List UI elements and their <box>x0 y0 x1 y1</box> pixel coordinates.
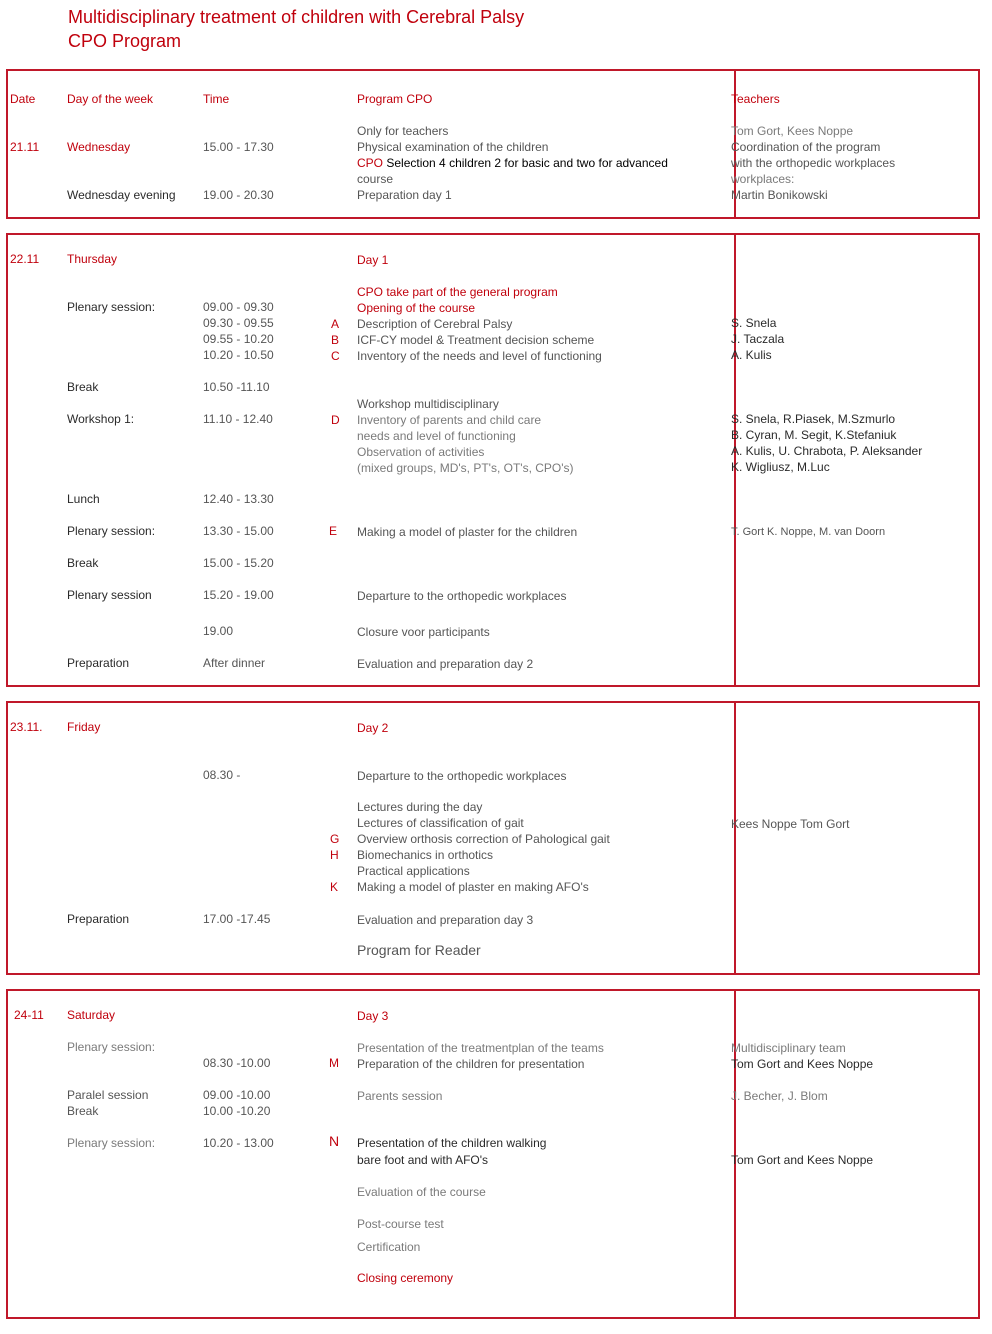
teacher-line: T. Gort K. Noppe, M. van Doorn <box>731 526 886 538</box>
program-line: Practical applications <box>357 864 470 878</box>
row-time: 15.00 - 15.20 <box>203 556 274 570</box>
row-time: 10.50 -11.10 <box>203 380 270 394</box>
row-day: Thursday <box>67 252 118 266</box>
row-day: Plenary session: <box>67 1136 156 1150</box>
program-day-title: Day 1 <box>357 253 389 267</box>
program-line: Lectures during the day <box>357 800 483 814</box>
row-time: 19.00 <box>203 624 234 638</box>
teacher-line: A. Kulis <box>731 348 772 362</box>
row-time: 13.30 - 15.00 <box>203 524 274 538</box>
row-day: Plenary session: <box>67 1040 156 1054</box>
teacher-line: Coordination of the program <box>731 140 881 154</box>
header-day: Day of the week <box>67 92 154 106</box>
program-line: Parents session <box>357 1089 443 1103</box>
program-line: Post-course test <box>357 1217 444 1231</box>
program-line: ICF-CY model & Treatment decision scheme <box>357 333 595 347</box>
row-day: Plenary session: <box>67 524 156 538</box>
program-text: Selection 4 children 2 for basic and two for advanced <box>386 156 668 170</box>
row-time: 09.30 - 09.55 <box>203 316 274 330</box>
program-line: Physical examination of the children <box>357 140 549 154</box>
row-time: 15.00 - 17.30 <box>203 140 274 154</box>
row-time: 11.10 - 12.40 <box>203 412 273 426</box>
program-day-title: Day 2 <box>357 721 389 735</box>
program-line: Closure voor participants <box>357 625 490 639</box>
row-day: Friday <box>67 720 101 734</box>
program-line: bare foot and with AFO's <box>357 1153 489 1167</box>
program-line: Preparation day 1 <box>357 188 452 202</box>
row-time: 12.40 - 13.30 <box>203 492 274 506</box>
row-day: Preparation <box>67 656 130 670</box>
teacher-line: Tom Gort and Kees Noppe <box>731 1057 874 1071</box>
row-time: 10.20 - 10.50 <box>203 348 274 362</box>
row-date: 23.11. <box>10 720 43 734</box>
row-time: 08.30 - <box>203 768 241 782</box>
program-line: Only for teachers <box>357 124 449 138</box>
session-letter: B <box>331 333 340 347</box>
program-day-title: Day 3 <box>357 1009 389 1023</box>
teacher-line: Multidisciplinary team <box>731 1041 846 1055</box>
session-letter: A <box>331 317 340 331</box>
program-line: Biomechanics in orthotics <box>357 848 494 862</box>
session-letter: G <box>330 832 340 846</box>
teacher-line: S. Snela <box>731 316 777 330</box>
row-day: Plenary session: <box>67 300 156 314</box>
header-program: Program CPO <box>357 92 433 106</box>
program-line: Presentation of the children walking <box>357 1136 547 1150</box>
teacher-line: Tom Gort and Kees Noppe <box>731 1153 874 1167</box>
row-time: After dinner <box>203 656 266 670</box>
program-line: Overview orthosis correction of Pahological gait <box>357 832 610 846</box>
program-line: Preparation of the children for presentation <box>357 1057 585 1071</box>
row-time: 09.00 - 09.30 <box>203 300 274 314</box>
program-line: Opening of the course <box>357 301 476 315</box>
program-line: Description of Cerebral Palsy <box>357 317 513 331</box>
session-letter: K <box>330 880 339 894</box>
teacher-line: workplaces: <box>731 172 795 186</box>
row-time: 10.00 -10.20 <box>203 1104 271 1118</box>
session-letter: H <box>330 848 339 862</box>
row-day: Break <box>67 556 99 570</box>
program-line: Observation of activities <box>357 445 485 459</box>
header-date: Date <box>10 92 36 106</box>
row-day: Lunch <box>67 492 100 506</box>
program-line: Making a model of plaster en making AFO's <box>357 880 589 894</box>
row-day: Saturday <box>67 1008 116 1022</box>
program-line: needs and level of functioning <box>357 429 516 443</box>
row-day: Plenary session <box>67 588 152 602</box>
teacher-line: K. Wigliusz, M.Luc <box>731 460 830 474</box>
program-line: CPO take part of the general program <box>357 285 558 299</box>
row-date: 21.11 <box>10 140 40 154</box>
teacher-line: with the orthopedic workplaces <box>731 156 896 170</box>
program-line: Workshop multidisciplinary <box>357 397 499 411</box>
teacher-line: B. Cyran, M. Segit, K.Stefaniuk <box>731 428 897 442</box>
header-time: Time <box>203 92 230 106</box>
row-date: 22.11 <box>10 252 40 266</box>
program-line: (mixed groups, MD's, PT's, OT's, CPO's) <box>357 461 574 475</box>
row-day: Wednesday evening <box>67 188 176 202</box>
schedule-block-friday <box>6 701 980 975</box>
program-line: Evaluation and preparation day 3 <box>357 913 534 927</box>
program-line: Making a model of plaster for the children <box>357 525 578 539</box>
teacher-line: A. Kulis, U. Chrabota, P. Aleksander <box>731 444 923 458</box>
schedule-block-wednesday <box>6 69 980 219</box>
teacher-line: S. Snela, R.Piasek, M.Szmurlo <box>731 412 896 426</box>
row-day: Break <box>67 1104 99 1118</box>
column-divider <box>734 703 736 973</box>
session-letter: N <box>329 1133 340 1149</box>
teacher-line: J. Taczala <box>731 332 785 346</box>
row-day: Paralel session <box>67 1088 149 1102</box>
program-line: Closing ceremony <box>357 1271 454 1285</box>
header-teachers: Teachers <box>731 92 780 106</box>
program-line <box>357 155 668 171</box>
session-letter: D <box>331 413 340 427</box>
row-day: Preparation <box>67 912 130 926</box>
row-date: 24-11 <box>14 1008 44 1022</box>
program-line: Departure to the orthopedic workplaces <box>357 769 567 783</box>
schedule-block-saturday <box>6 989 980 1319</box>
teacher-line: Martin Bonikowski <box>731 188 828 202</box>
session-letter: E <box>329 524 338 538</box>
row-time: 10.20 - 13.00 <box>203 1136 274 1150</box>
row-day: Wednesday <box>67 140 131 154</box>
teacher-line: Kees Noppe Tom Gort <box>731 817 850 831</box>
row-day: Break <box>67 380 99 394</box>
teacher-line: J. Becher, J. Blom <box>731 1089 828 1103</box>
session-letter: M <box>329 1056 339 1070</box>
row-time: 19.00 - 20.30 <box>203 188 274 202</box>
program-line: Evaluation of the course <box>357 1185 486 1199</box>
row-time: 17.00 -17.45 <box>203 912 271 926</box>
program-line: Presentation of the treatmentplan of the teams <box>357 1041 604 1055</box>
row-time: 15.20 - 19.00 <box>203 588 274 602</box>
teacher-line: Tom Gort, Kees Noppe <box>731 124 854 138</box>
program-line: Evaluation and preparation day 2 <box>357 657 534 671</box>
page-title: Multidisciplinary treatment of children with Cerebral Palsy <box>68 7 525 27</box>
program-line: Program for Reader <box>357 942 481 958</box>
row-time: 09.00 -10.00 <box>203 1088 271 1102</box>
cpo-label: CPO <box>357 156 384 170</box>
row-time: 09.55 - 10.20 <box>203 332 274 346</box>
program-line: Lectures of classification of gait <box>357 816 524 830</box>
session-letter: C <box>331 349 340 363</box>
program-line: Certification <box>357 1240 421 1254</box>
program-line: Departure to the orthopedic workplaces <box>357 589 567 603</box>
program-line: course <box>357 172 394 186</box>
program-line: Inventory of parents and child care <box>357 413 542 427</box>
row-time: 08.30 -10.00 <box>203 1056 271 1070</box>
row-day: Workshop 1: <box>67 412 135 426</box>
program-line: Inventory of the needs and level of functioning <box>357 349 602 363</box>
schedule-block-thursday <box>6 233 980 687</box>
page-subtitle: CPO Program <box>68 31 182 51</box>
